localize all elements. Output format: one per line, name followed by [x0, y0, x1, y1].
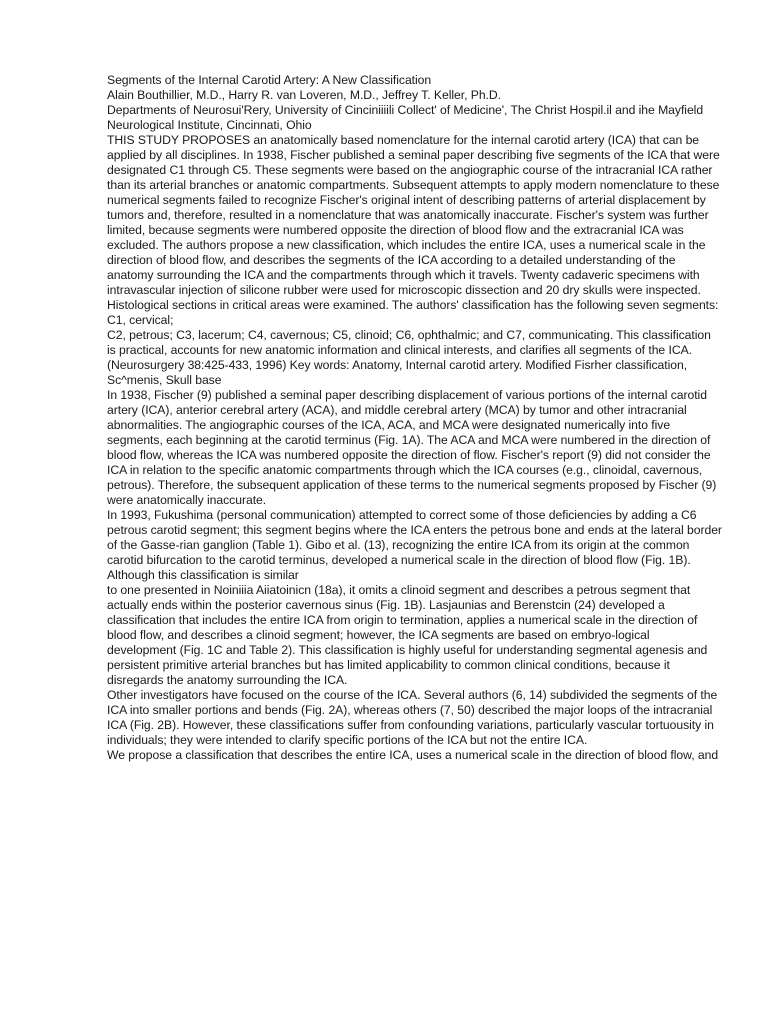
paper-title: Segments of the Internal Carotid Artery: A New Classification — [107, 73, 432, 87]
body-paragraph: to one presented in Noiniiia Aiiatoinicn (18a), it omits a clinoid segment and describes a petrous segment that actually ends within the posterior cavernous sinus (Fig. 1B). Lasjaunias and Berenstcin (24) developed a classification that includes the entire ICA from origin to termination, applies a numerical scale in the direction of blood flow, and describes a clinoid segment; however, the ICA segments are based on embryo-logical development (Fig. 1C and Table 2). This classification is highly useful for understanding segmental agenesis and persistent primitive arterial branches but has limited applicability to common clinical conditions, because it disregards the anatomy surrounding the ICA. — [107, 583, 708, 687]
abstract-continuation: C2, petrous; C3, lacerum; C4, cavernous; C5, clinoid; C6, ophthalmic; and C7, communicating. This classification is practical, accounts for new anatomic information and clinical interests, and clarifies all segments of the ICA. (Neurosurgery 38:425-433, 1996) Key words: Anatomy, Internal carotid artery. Modified Fisrher classification, Sc^menis, Skull base — [107, 328, 711, 387]
body-paragraph: In 1938, Fischer (9) published a seminal paper describing displacement of various portions of the internal carotid artery (ICA), anterior cerebral artery (ACA), and middle cerebral artery (MCA) by tumor and other intracranial abnormalities. The angiographic courses of the ICA, ACA, and MCA were designated numerically into five segments, each beginning at the carotid terminus (Fig. 1A). The ACA and MCA were numbered in the direction of blood flow, whereas the ICA was numbered opposite the direction of flow. Fischer's report (9) did not consider the ICA in relation to the specific anatomic compartments through which the ICA courses (e.g., clinoidal, cavernous, petrous). Therefore, the subsequent application of these terms to the numerical segments proposed by Fischer (9) were anatomically inaccurate. — [107, 388, 717, 507]
affiliation: Departments of Neurosui'Rery, University of Cinciniiiili Collect' of Medicine', The Christ Hospil.il and ihe Mayfield Neurological Institute, Cincinnati, Ohio — [107, 103, 704, 132]
document-page — [107, 73, 722, 763]
author-list: Alain Bouthillier, M.D., Harry R. van Loveren, M.D., Jeffrey T. Keller, Ph.D. — [107, 88, 501, 102]
body-paragraph: We propose a classification that describes the entire ICA, uses a numerical scale in the direction of blood flow, and — [107, 748, 719, 762]
abstract-paragraph: THIS STUDY PROPOSES an anatomically based nomenclature for the internal carotid artery (ICA) that can be applied by all disciplines. In 1938, Fischer published a seminal paper describing five segments of the ICA that were designated C1 through C5. These segments were based on the angiographic course of the intracranial ICA rather than its arterial branches or anatomic compartments. Subsequent attempts to apply modern nomenclature to these numerical segments failed to recognize Fischer's original intent of describing patterns of arterial displacement by tumors and, therefore, resulted in a nomenclature that was anatomically inaccurate. Fischer's system was further limited, because segments were numbered opposite the direction of blood flow and the extracranial ICA was excluded. The authors propose a new classification, which includes the entire ICA, uses a numerical scale in the direction of blood flow, and describes the segments of the ICA according to a detailed understanding of the anatomy surrounding the ICA and the compartments through which it travels. Twenty cadaveric specimens with intravascular injection of silicone rubber were used for microscopic dissection and 20 dry skulls were inspected. Histological sections in critical areas were examined. The authors' classification has the following seven segments: C1, cervical; — [107, 133, 720, 327]
body-paragraph: Other investigators have focused on the course of the ICA. Several authors (6, 14) subdivided the segments of the ICA into smaller portions and bends (Fig. 2A), whereas others (7, 50) described the major loops of the intracranial ICA (Fig. 2B). However, these classifications suffer from confounding variations, particularly vascular tortuousity in individuals; they were intended to clarify specific portions of the ICA but not the entire ICA. — [107, 688, 718, 747]
body-paragraph: In 1993, Fukushima (personal communication) attempted to correct some of those deficiencies by adding a C6 petrous carotid segment; this segment begins where the ICA enters the petrous bone and ends at the lateral border of the Gasse-rian ganglion (Table 1). Gibo et al. (13), recognizing the entire ICA from its origin at the common carotid bifurcation to the carotid terminus, developed a numerical scale in the direction of blood flow (Fig. 1B). Although this classification is similar — [107, 508, 722, 582]
